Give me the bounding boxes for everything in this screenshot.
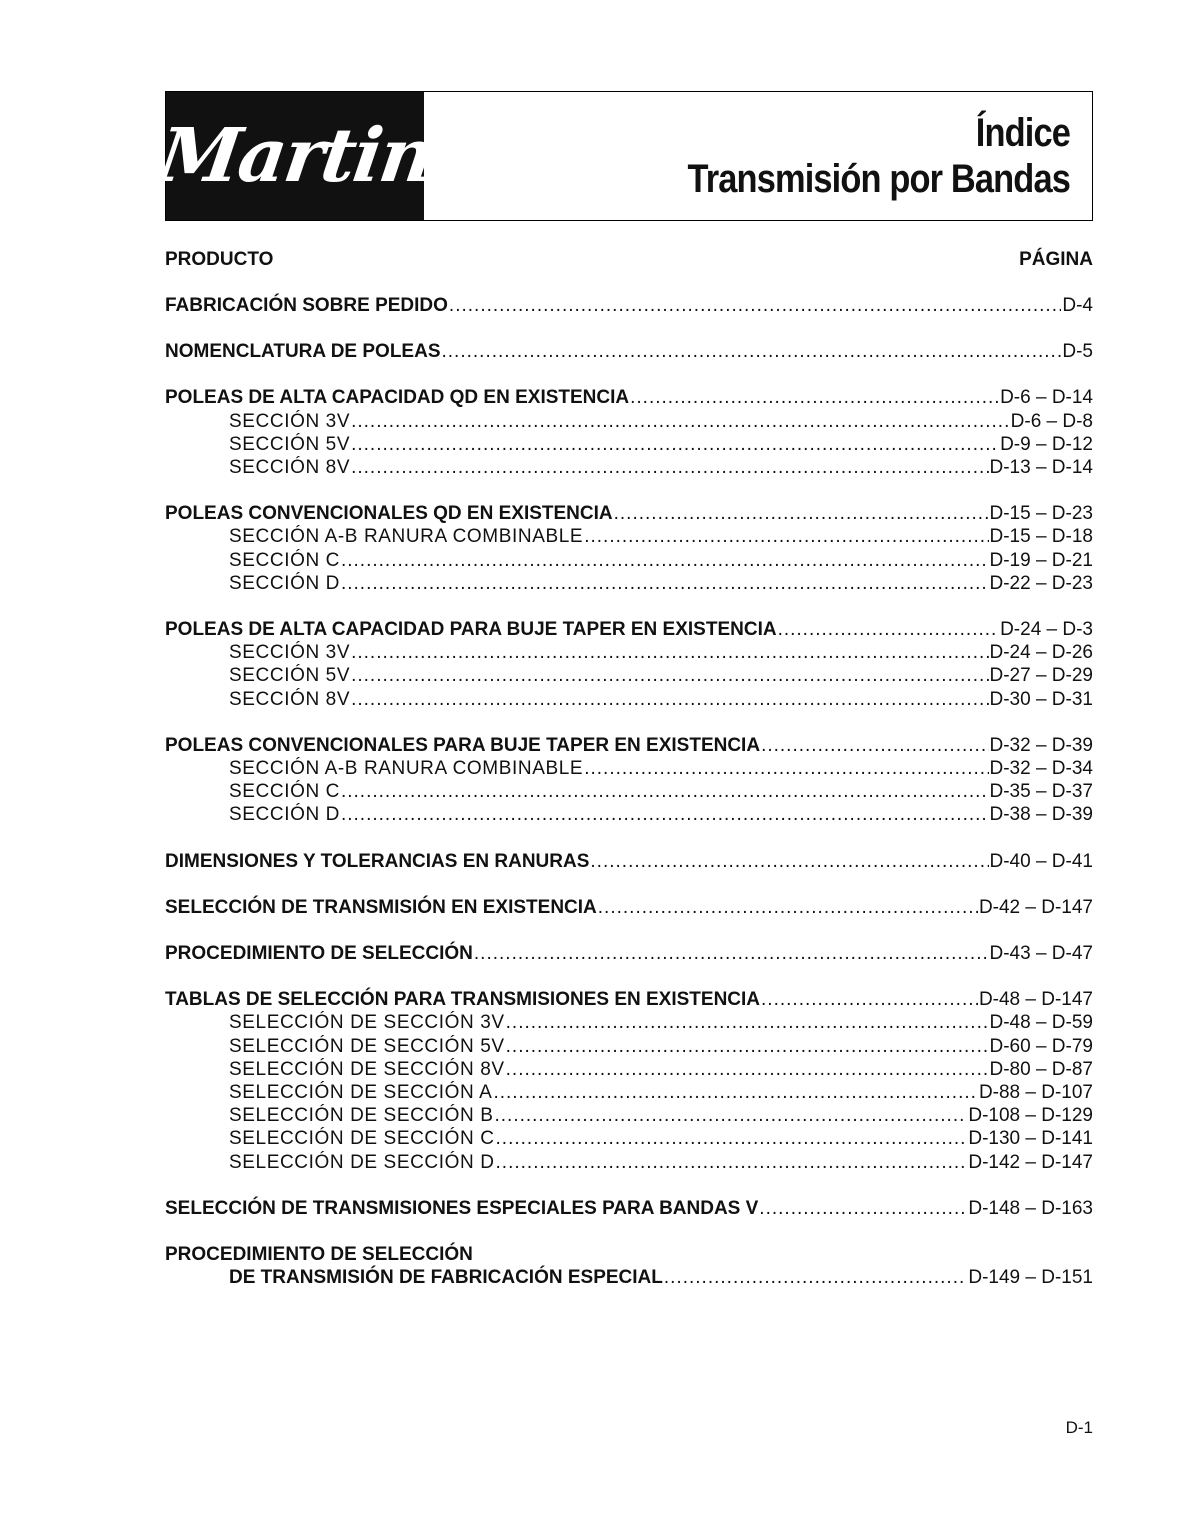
entry-label: POLEAS CONVENCIONALES PARA BUJE TAPER EN EXISTENCIA [165,734,761,756]
page-number: D-1 [1065,1418,1093,1437]
column-headers [165,249,1093,271]
toc-subentry [165,572,1093,595]
dot-leader [584,525,988,548]
toc-subentry [165,1011,1093,1034]
entry-pages: D-13 – D-14 [989,457,1093,479]
entry-label: PROCEDIMIENTO DE SELECCIÓN [165,943,473,965]
dot-leader [584,757,988,780]
dot-leader [494,1104,967,1127]
entry-label: SECCIÓN A-B RANURA COMBINABLE [229,758,584,780]
toc-entry [165,1266,1093,1289]
entry-label: POLEAS CONVENCIONALES QD EN EXISTENCIA [165,503,613,525]
entry-label: SECCIÓN 5V [229,665,351,687]
entry-pages: D-27 – D-29 [989,665,1093,687]
toc-section [165,502,1093,595]
toc-section [165,734,1093,827]
dot-leader [496,1151,968,1174]
entry-label: SELECCIÓN DE SECCIÓN C [229,1128,495,1150]
entry-pages: D-5 [1062,341,1093,363]
dot-leader [351,433,999,456]
toc-entry-first-line: PROCEDIMIENTO DE SELECCIÓN [165,1244,473,1266]
dot-leader [761,734,988,757]
entry-pages: D-149 – D-151 [968,1267,1093,1289]
toc-entry [165,734,1093,757]
dot-leader [351,410,1010,433]
dot-leader [506,1035,989,1058]
entry-pages: D-38 – D-39 [989,804,1093,826]
entry-pages: D-88 – D-107 [978,1082,1093,1104]
entry-pages: D-142 – D-147 [968,1151,1093,1173]
dot-leader [614,502,989,525]
product-column-header: PRODUCTO [165,249,274,270]
entry-pages: D-32 – D-34 [989,758,1093,780]
entry-label: SECCIÓN 8V [229,688,351,710]
entry-label: SECCIÓN D [229,804,340,826]
dot-leader [664,1266,968,1289]
dot-leader [341,780,989,803]
toc-entry [165,850,1093,873]
title-block [424,92,1092,220]
toc-section [165,1197,1093,1220]
entry-pages: D-48 – D-59 [989,1012,1093,1034]
entry-pages: D-15 – D-18 [989,526,1093,548]
dot-leader [474,942,989,965]
toc-subentry [165,1127,1093,1150]
toc-subentry [165,549,1093,572]
entry-pages: D-108 – D-129 [968,1105,1093,1127]
entry-label: DIMENSIONES Y TOLERANCIAS EN RANURAS [165,850,590,872]
entry-pages: D-4 [1062,295,1093,316]
toc-section [165,988,1093,1174]
entry-label: SECCIÓN A-B RANURA COMBINABLE [229,526,584,548]
entry-label: SECCIÓN D [229,572,340,594]
dot-leader [351,664,988,687]
entry-label: SECCIÓN 5V [229,433,351,455]
dot-leader [351,641,988,664]
toc-subentry [165,1104,1093,1127]
toc-subentry [165,641,1093,664]
table-of-contents [165,294,1093,1313]
toc-section [165,618,1093,711]
toc-subentry [165,525,1093,548]
entry-pages: D-32 – D-39 [989,734,1093,756]
entry-label: NOMENCLATURA DE POLEAS [165,341,441,363]
toc-subentry [165,803,1093,826]
page-column-header: PÁGINA [1019,249,1093,270]
entry-pages: D-30 – D-31 [989,688,1093,710]
toc-section [165,386,1093,479]
toc-section [165,294,1093,317]
toc-entry [165,988,1093,1011]
toc-entry [165,386,1093,409]
entry-label: SELECCIÓN DE SECCIÓN 3V [229,1012,505,1034]
toc-section [165,942,1093,965]
toc-subentry [165,757,1093,780]
toc-entry [165,340,1093,363]
entry-label: SECCIÓN C [229,549,340,571]
entry-pages: D-80 – D-87 [989,1058,1093,1080]
toc-section [165,896,1093,919]
entry-label: DE TRANSMISIÓN DE FABRICACIÓN ESPECIAL [229,1267,663,1289]
toc-subentry [165,1035,1093,1058]
martin-logo [152,92,438,220]
toc-entry [165,1197,1093,1220]
entry-pages: D-48 – D-147 [978,989,1093,1011]
toc-entry [165,896,1093,919]
toc-subentry [165,780,1093,803]
entry-label: SELECCIÓN DE SECCIÓN A [229,1082,493,1104]
toc-subentry [165,410,1093,433]
toc-subentry [165,664,1093,687]
entry-label: TABLAS DE SELECCIÓN PARA TRANSMISIONES EN EXISTENCIA [165,989,761,1011]
page-title: Índice [975,111,1070,155]
entry-label: SELECCIÓN DE SECCIÓN 5V [229,1035,505,1057]
entry-label: SELECCIÓN DE SECCIÓN 8V [229,1058,505,1080]
dot-leader [506,1011,989,1034]
toc-subentry [165,1081,1093,1104]
entry-label: SECCIÓN 3V [229,410,351,432]
toc-section [165,340,1093,363]
dot-leader [506,1058,989,1081]
entry-label: SELECCIÓN DE SECCIÓN B [229,1105,494,1127]
dot-leader [341,549,989,572]
dot-leader [351,688,988,711]
entry-pages: D-40 – D-41 [989,850,1093,872]
entry-pages: D-35 – D-37 [989,781,1093,803]
entry-label: SELECCIÓN DE TRANSMISIÓN EN EXISTENCIA [165,896,597,918]
entry-pages: D-19 – D-21 [989,549,1093,571]
entry-pages: D-22 – D-23 [989,572,1093,594]
page-header [152,91,1093,221]
entry-label: SELECCIÓN DE SECCIÓN D [229,1151,495,1173]
toc-section [165,850,1093,873]
dot-leader [759,1197,967,1220]
toc-entry [165,502,1093,525]
dot-leader [590,850,988,873]
entry-pages: D-9 – D-12 [1000,433,1093,455]
dot-leader [493,1081,978,1104]
toc-subentry [165,456,1093,479]
entry-label: SECCIÓN 8V [229,457,351,479]
dot-leader [598,896,978,919]
entry-label: SECCIÓN C [229,781,340,803]
entry-pages: D-148 – D-163 [968,1197,1093,1219]
entry-pages: D-6 – D-8 [1010,410,1093,432]
dot-leader [496,1127,968,1150]
toc-section [165,1243,1093,1289]
entry-pages: D-42 – D-147 [978,896,1093,918]
dot-leader [449,294,1061,317]
entry-pages: D-24 – D-3 [1000,619,1093,641]
dot-leader [341,572,989,595]
dot-leader [442,340,1062,363]
entry-label: POLEAS DE ALTA CAPACIDAD QD EN EXISTENCIA [165,387,630,409]
entry-pages: D-15 – D-23 [989,503,1093,525]
entry-label: FABRICACIÓN SOBRE PEDIDO [165,295,448,316]
dot-leader [630,386,999,409]
dot-leader [778,618,1000,641]
entry-pages: D-60 – D-79 [989,1035,1093,1057]
entry-label: POLEAS DE ALTA CAPACIDAD PARA BUJE TAPER EN EXISTENCIA [165,619,777,641]
logo-wordmark: Martin [152,113,438,199]
toc-subentry [165,688,1093,711]
dot-leader [351,456,988,479]
entry-pages: D-6 – D-14 [1000,387,1093,409]
page-subtitle: Transmisión por Bandas [687,157,1070,201]
entry-pages: D-43 – D-47 [989,943,1093,965]
toc-entry [165,294,1093,317]
entry-pages: D-24 – D-26 [989,642,1093,664]
toc-subentry [165,1058,1093,1081]
toc-subentry [165,433,1093,456]
toc-entry [165,618,1093,641]
toc-subentry [165,1151,1093,1174]
entry-label: SELECCIÓN DE TRANSMISIONES ESPECIALES PARA BANDAS V [165,1197,759,1219]
toc-entry [165,942,1093,965]
entry-label: SECCIÓN 3V [229,642,351,664]
dot-leader [341,803,989,826]
dot-leader [761,988,978,1011]
entry-pages: D-130 – D-141 [968,1128,1093,1150]
